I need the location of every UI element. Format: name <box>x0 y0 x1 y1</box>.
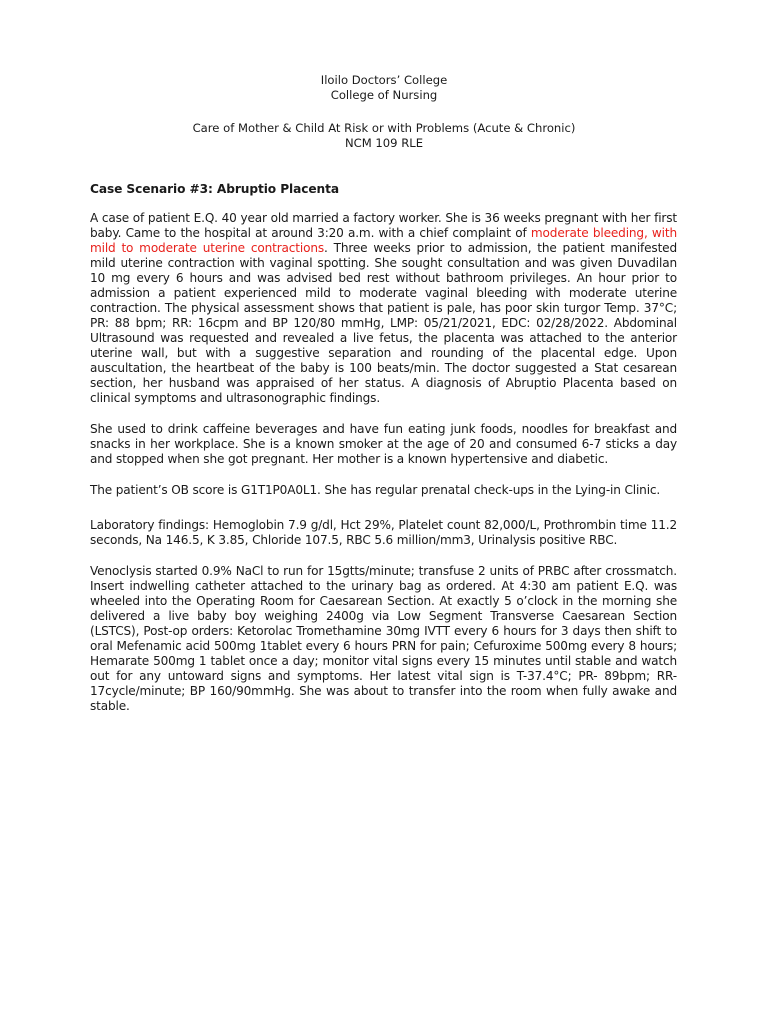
department-name: College of Nursing <box>330 88 438 102</box>
case-paragraph-history <box>90 211 677 406</box>
course-header <box>0 121 768 151</box>
paragraph-text: . Three weeks prior to admission, the patient manifested mild uterine contraction with vaginal spotting. She sought consultation and was given Duvadilan 10 mg every 6 hours and was advised bed rest without bathroom privileges. An hour prior to admission a patient experienced mild to moderate vaginal bleeding with moderate uterine contraction. The physical assessment shows that patient is pale, has poor skin turgor Temp. 37°C; PR: 88 bpm; RR: 16cpm and BP 120/80 mmHg, LMP: 05/21/2021, EDC: 02/28/2022. Abdominal Ultrasound was requested and revealed a live fetus, the placenta was attached to the anterior uterine wall, but with a suggestive separation and rounding of the placental edge. Upon auscultation, the heartbeat of the baby is 100 beats/min. The doctor suggested a Stat cesarean section, her husband was appraised of her status. A diagnosis of Abruptio Placenta based on clinical symptoms and ultrasonographic findings. <box>90 241 677 405</box>
paragraph-text: A case of patient E.Q. 40 year old married a factory worker. She is 36 weeks pregnant with her first baby. Came to the hospital at around 3:20 a.m. with a chief complaint of <box>90 211 677 240</box>
course-code: NCM 109 RLE <box>344 136 424 150</box>
case-heading: Case Scenario #3: Abruptio Placenta <box>90 182 339 196</box>
institution-name: Iloilo Doctors’ College <box>320 73 448 87</box>
document-header <box>0 73 768 103</box>
case-paragraph-lifestyle: She used to drink caffeine beverages and have fun eating junk foods, noodles for breakfast and snacks in her workplace. She is a known smoker at the age of 20 and consumed 6-7 sticks a day and stopped when she got pregnant. Her mother is a known hypertensive and diabetic. <box>90 422 677 466</box>
course-title: Care of Mother & Child At Risk or with Problems (Acute & Chronic) <box>192 121 576 135</box>
highlighted-complaint: moderate bleeding, with mild to moderate uterine contractions <box>90 226 677 255</box>
case-paragraph-management: Venoclysis started 0.9% NaCl to run for 15gtts/minute; transfuse 2 units of PRBC after crossmatch. Insert indwelling catheter attached to the urinary bag as ordered. At 4:30 am patient E.Q. was wheeled into the Operating Room for Caesarean Section. At exactly 5 o’clock in the morning she delivered a live baby boy weighing 2400g via Low Segment Transverse Caesarean Section (LSTCS), Post-op orders: Ketorolac Tromethamine 30mg IVTT every 6 hours for 3 days then shift to oral Mefenamic acid 500mg 1tablet every 6 hours PRN for pain; Cefuroxime 500mg every 8 hours; Hemarate 500mg 1 tablet once a day; monitor vital signs every 15 minutes until stable and watch out for any untoward signs and symptoms. Her latest vital sign is T-37.4°C; PR- 89bpm; RR- 17cycle/minute; BP 160/90mmHg. She was about to transfer into the room when fully awake and stable. <box>90 564 677 713</box>
case-paragraph-ob-score: The patient’s OB score is G1T1P0A0L1. She has regular prenatal check-ups in the Lying-in Clinic. <box>90 483 661 497</box>
case-paragraph-laboratory: Laboratory findings: Hemoglobin 7.9 g/dl, Hct 29%, Platelet count 82,000/L, Prothrombin time 11.2 seconds, Na 146.5, K 3.85, Chloride 107.5, RBC 5.6 million/mm3, Urinalysis positive RBC. <box>90 518 677 547</box>
